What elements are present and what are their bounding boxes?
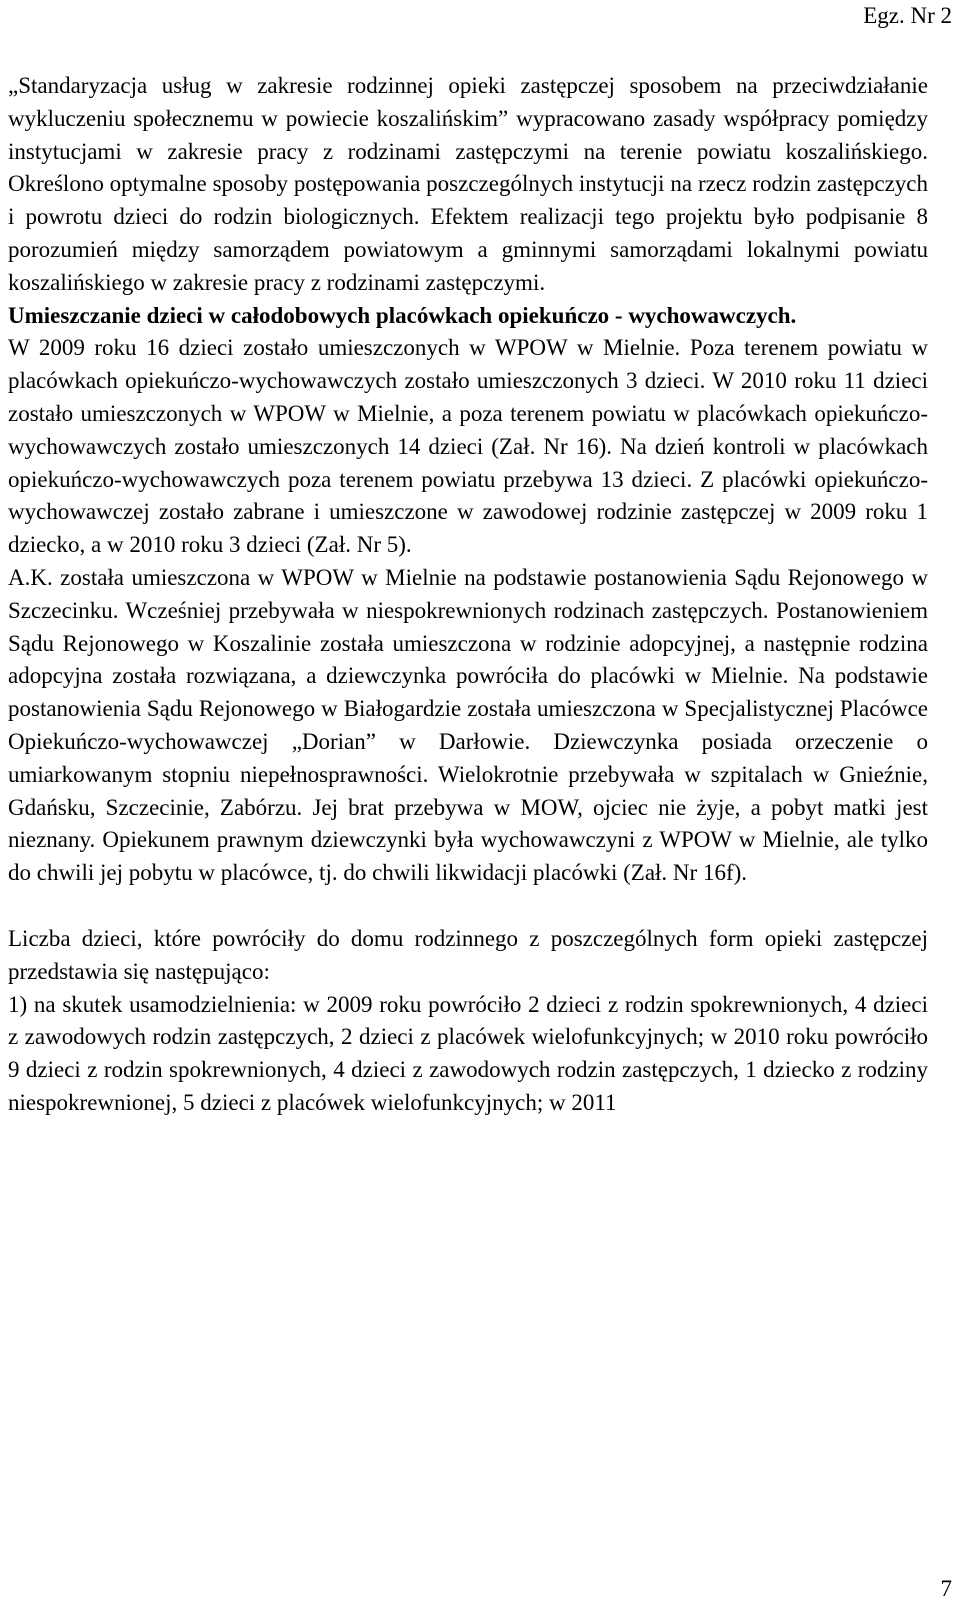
paragraph-placement-statistics: W 2009 roku 16 dzieci zostało umieszczonych w WPOW w Mielnie. Poza terenem powiatu w placówkach opiekuńczo-wychowawczych zostało umieszczonych 3 dzieci. W 2010 roku 11 dzieci zostało umieszczonych w WPOW w Mielnie, a poza terenem powiatu w placówkach opiekuńczo-wychowawczych zostało umieszczonych 14 dzieci (Zał. Nr 16). Na dzień kontroli w placówkach opiekuńczo-wychowawczych poza terenem powiatu przebywa 13 dzieci. Z placówki opiekuńczo-wychowawczej zostało zabrane i umieszczone w zawodowej rodzinie zastępczej w 2009 roku 1 dziecko, a w 2010 roku 3 dzieci (Zał. Nr 5). [8, 335, 928, 558]
paragraph-standardization: „Standaryzacja usług w zakresie rodzinnej opieki zastępczej sposobem na przeciwdziałanie wykluczeniu społecznemu w powiecie koszalińskim” wypracowano zasady współpracy pomiędzy instytucjami w zakresie pracy z rodzinami zastępczymi na terenie powiatu koszalińskiego. Określono optymalne sposoby postępowania poszczególnych instytucji na rzecz rodzin zastępczych i powrotu dzieci do rodzin biologicznych. Efektem realizacji tego projektu było podpisanie 8 porozumień między samorządem powiatowym a gminnymi samorządami lokalnymi powiatu koszalińskiego w zakresie pracy z rodzinami zastępczymi. [8, 73, 928, 295]
page-number: 7 [940, 1576, 952, 1601]
paragraph-case-description: A.K. została umieszczona w WPOW w Mielnie na podstawie postanowienia Sądu Rejonowego w Szczecinku. Wcześniej przebywała w niespokrewnionych rodzinach zastępczych. Postanowieniem Sądu Rejonowego w Koszalinie została umieszczona w rodzinie adopcyjnej, a następnie rodzina adopcyjna została rozwiązana, a dziewczynka powróciła do placówki w Mielnie. Na podstawie postanowienia Sądu Rejonowego w Białogardzie została umieszczona w Specjalistycznej Placówce Opiekuńczo-wychowawczej „Dorian” w Darłowie. Dziewczynka posiada orzeczenie o umiarkowanym stopniu niepełnosprawności. Wielokrotnie przebywała w szpitalach w Gnieźnie, Gdańsku, Szczecinie, Zabórzu. Jej brat przebywa w MOW, ojciec nie żyje, a pobyt matki jest nieznany. Opiekunem prawnym dziewczynki była wychowawczyni z WPOW w Mielnie, ale tylko do chwili jej pobytu w placówce, tj. do chwili likwidacji placówki (Zał. Nr 16f). [8, 564, 928, 886]
paragraph-returns-list-item: 1) na skutek usamodzielnienia: w 2009 roku powróciło 2 dzieci z rodzin spokrewnionych, 4 dzieci z zawodowych rodzin zastępczych, 2 dzieci z placówek wielofunkcyjnych; w 2010 roku powróciło 9 dzieci z rodzin spokrewnionych, 4 dzieci z zawodowych rodzin zastępczych, 1 dziecko z rodziny niespokrewnionej, 5 dzieci z placówek wielofunkcyjnych; w 2011 [8, 991, 928, 1115]
document-body [8, 70, 928, 1120]
paragraph-returns-intro: Liczba dzieci, które powróciły do domu rodzinnego z poszczególnych form opieki zastępczej przedstawia się następująco: [8, 925, 928, 984]
copy-number-label: Egz. Nr 2 [863, 3, 952, 28]
section-heading: Umieszczanie dzieci w całodobowych placówkach opiekuńczo - wychowawczych. [8, 302, 797, 328]
